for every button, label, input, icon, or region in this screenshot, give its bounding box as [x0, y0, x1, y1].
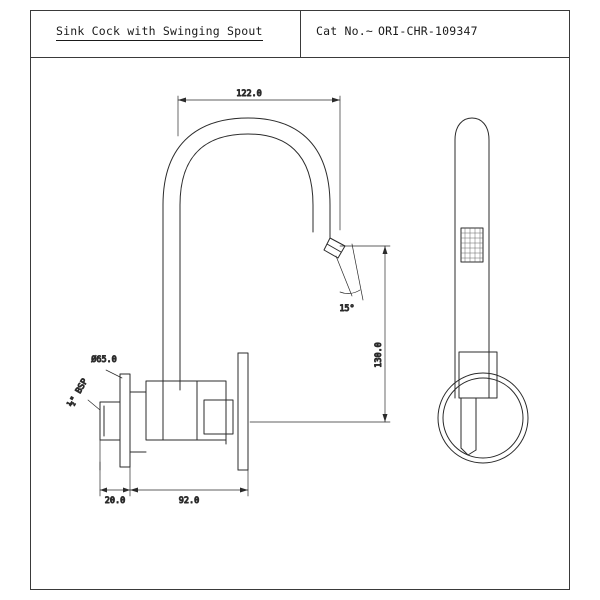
spout-outlet-edge — [327, 244, 341, 252]
dimension-lines — [88, 96, 390, 496]
side-spout-top — [455, 118, 489, 200]
side-stem-bottom — [461, 448, 476, 455]
spout-inner-profile — [180, 134, 313, 390]
dim-label-outlet-angle: 15° — [339, 304, 355, 314]
arrow-reach-right — [332, 98, 340, 103]
catalog-number-value: ORI-CHR-109347 — [378, 24, 478, 38]
arrow-reach-left — [178, 98, 186, 103]
leader-bsp — [88, 400, 100, 410]
catalog-number-label: Cat No.~ — [316, 24, 373, 38]
side-body-block — [459, 352, 497, 398]
dim-label-body-length: 92.0 — [178, 496, 200, 506]
dim-label-inlet: 20.0 — [104, 496, 126, 506]
page-title: Sink Cock with Swinging Spout — [56, 24, 263, 41]
dim-label-reach: 122.0 — [236, 89, 262, 99]
arrow-height-top — [383, 246, 388, 254]
dim-label-height: 130.0 — [374, 342, 384, 368]
arrow-inlet-right — [123, 488, 130, 493]
side-elevation-view — [438, 118, 528, 463]
inlet-nipple — [100, 402, 120, 440]
arrow-body-right — [240, 488, 248, 493]
spout-outer-profile — [163, 118, 330, 390]
dim-label-inlet-thread: ½" BSP — [66, 377, 91, 409]
wall-flange-front — [238, 353, 248, 470]
wall-flange-circle — [438, 373, 528, 463]
dimension-labels — [65, 89, 384, 506]
handle-block — [204, 400, 233, 434]
angle-ref-line — [336, 256, 352, 296]
arrow-body-left — [130, 488, 138, 493]
arrow-inlet-left — [100, 488, 107, 493]
dim-label-flange-diameter: Ø65.0 — [91, 355, 117, 365]
front-elevation-view — [100, 118, 345, 470]
arrow-height-bottom — [383, 414, 388, 422]
inlet-flange — [120, 374, 130, 467]
wall-flange-inner-circle — [443, 378, 523, 458]
valve-body — [146, 381, 226, 440]
